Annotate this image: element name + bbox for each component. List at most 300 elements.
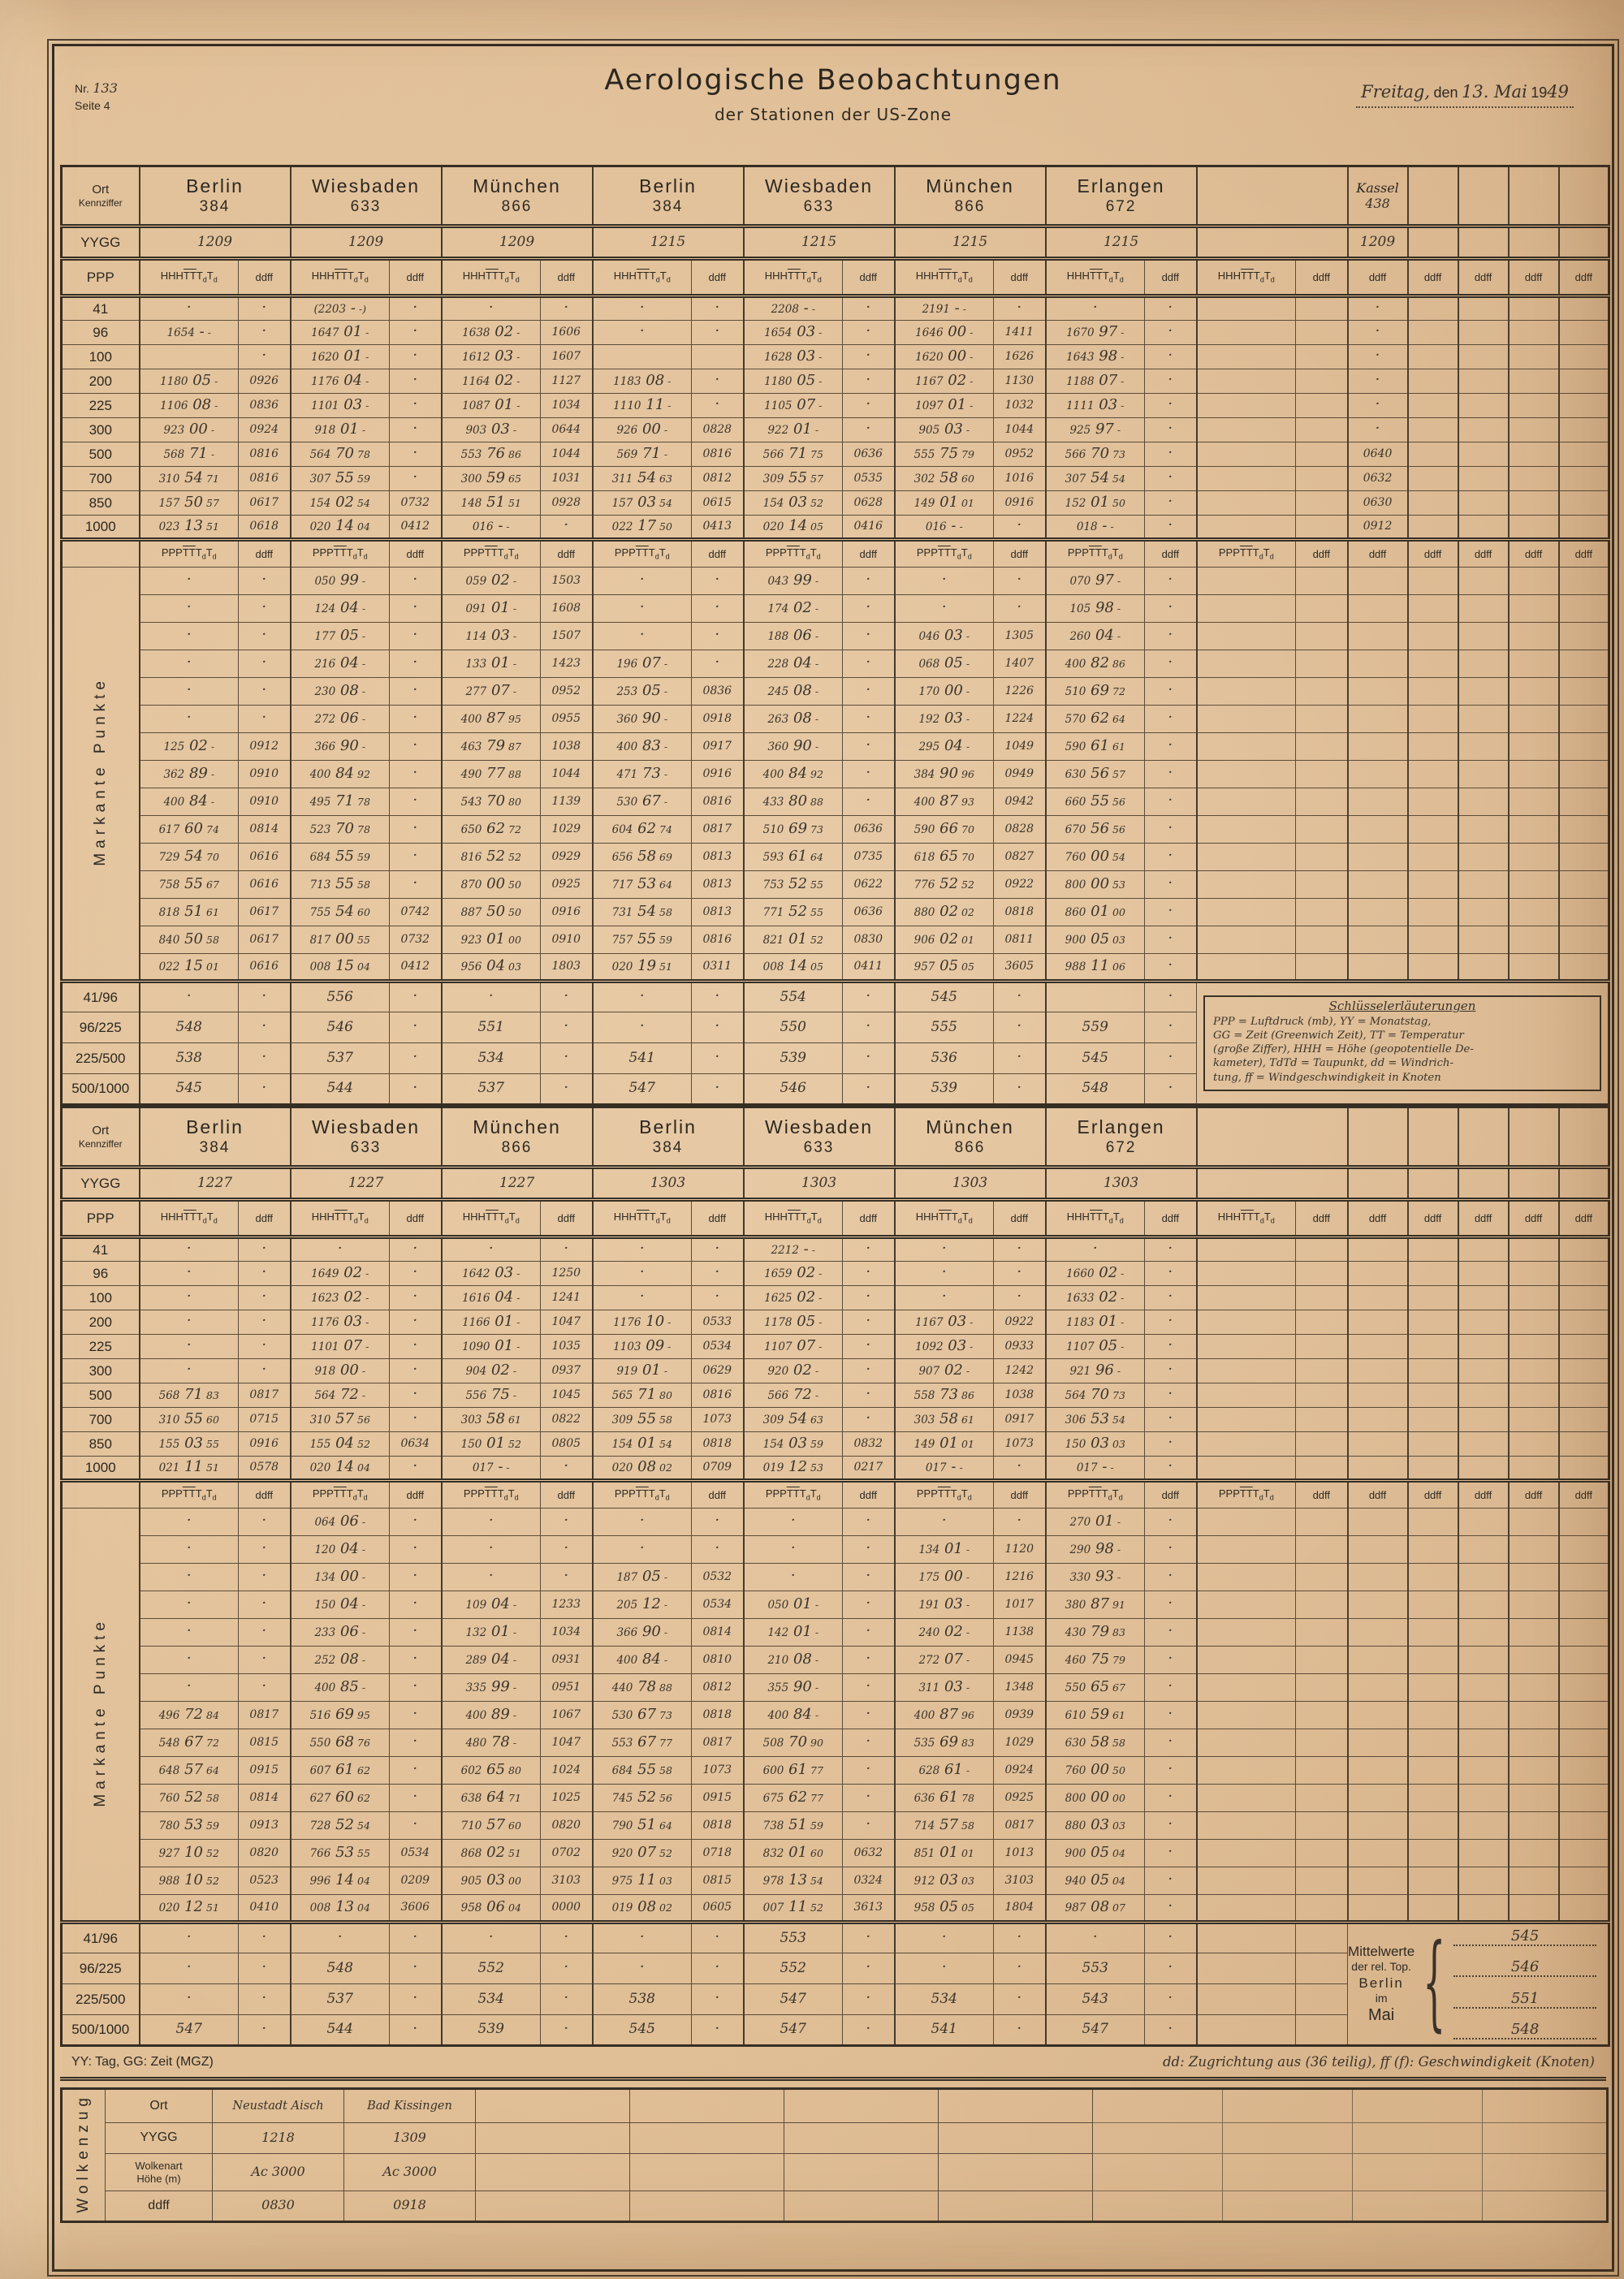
hhh-part: 1107 (1066, 1340, 1095, 1354)
tt-part: 05 (792, 1313, 816, 1331)
hhh-part: 745 (611, 1792, 633, 1806)
markante-row (62, 733, 1609, 761)
hhh-part: 174 (767, 602, 789, 616)
yygg-label: YYGG (62, 227, 140, 259)
cell-value (159, 494, 219, 510)
summary-value-cell (140, 2015, 239, 2046)
cell-value (159, 1872, 219, 1888)
ddff-cell (239, 1432, 291, 1457)
td-part: - (811, 1599, 819, 1612)
tt-part: 02 (1094, 1264, 1118, 1282)
summary-ddff-cell (692, 2015, 744, 2046)
cell-value: 3103 (551, 1874, 581, 1888)
value-cell (442, 1757, 541, 1785)
sub-d: d (504, 1217, 509, 1226)
value-cell (1046, 1757, 1145, 1785)
single-cell (1458, 1729, 1509, 1757)
td-part: - (811, 740, 819, 753)
ddff-cell (1145, 321, 1197, 345)
value-cell (442, 871, 541, 899)
summary-value-cell (895, 2015, 994, 2046)
cell-value (612, 1789, 672, 1805)
dot-mark: · (261, 598, 267, 616)
tt-part: 00 (335, 1568, 359, 1586)
ddff-cell (239, 761, 291, 788)
td-part: 59 (807, 1438, 823, 1451)
ddff-cell (692, 1895, 744, 1923)
single-cell (1559, 871, 1609, 899)
ddff-cell (239, 706, 291, 733)
ddff-cell (390, 345, 442, 369)
wolkenzug-cell (476, 2089, 630, 2123)
dot-mark: · (1168, 1312, 1173, 1330)
hhh-part: 1166 (462, 1316, 490, 1330)
dot-mark: · (186, 598, 192, 616)
cell-value: 1045 (551, 1388, 581, 1402)
summary-label: 500/1000 (62, 2015, 140, 2046)
column-code-header: $PPP\overline{TT}T_dT_d$ (312, 546, 368, 562)
value-cell (1197, 1895, 1296, 1923)
dot-mark: · (1168, 764, 1173, 782)
cell-value (914, 958, 974, 973)
yygg-value: 1227 (348, 1174, 384, 1191)
dot-mark: · (1168, 1650, 1173, 1668)
yygg-value: 1303 (801, 1174, 837, 1191)
hhh-part: 565 (611, 1389, 633, 1403)
tt-part: 51 (179, 903, 204, 921)
td-part: - (962, 1571, 970, 1584)
td-part: 56 (1109, 823, 1125, 836)
hhh-part: 610 (1065, 1709, 1086, 1723)
tt-part: 03 (784, 1435, 808, 1452)
dot-mark: · (866, 1650, 871, 1668)
dot-mark: · (564, 2019, 569, 2037)
tt-part: 02 (330, 494, 355, 511)
ddff-cell (239, 568, 291, 595)
hhh-part: 548 (158, 1737, 180, 1750)
td-part: - (1117, 351, 1125, 364)
cell-value (461, 848, 521, 864)
value-cell (140, 733, 239, 761)
overbar-tt: $\overline{TT}$ (636, 270, 650, 283)
tt-part: 62 (633, 820, 657, 838)
sub-d: d (665, 553, 670, 562)
hhh-part: 400 (163, 796, 185, 809)
cell-value (914, 1872, 974, 1888)
cell-value: 0605 (702, 1901, 732, 1914)
wolkenzug-row (62, 2154, 1608, 2191)
cell-value: 0828 (1004, 822, 1034, 836)
hhh-part: 760 (158, 1792, 180, 1806)
cell-value (612, 958, 672, 973)
dot-mark: · (1375, 371, 1380, 389)
td-part: - (509, 424, 517, 437)
ddff-cell (1145, 442, 1197, 467)
cell-value (310, 446, 370, 461)
tt-part: 98 (1091, 1540, 1114, 1558)
value-cell (442, 1867, 541, 1895)
tt-part: 06 (335, 1623, 359, 1641)
value-cell (1046, 1383, 1145, 1408)
hhh-part: 335 (465, 1681, 487, 1695)
cell-value (764, 1314, 822, 1329)
summary-value-cell (291, 1012, 390, 1043)
sub-d: d (957, 1494, 961, 1503)
note-left: YY: Tag, GG: Zeit (MGZ) (71, 2054, 214, 2069)
overbar-tt: $\overline{TT}$ (1240, 1211, 1254, 1224)
summary-ddff-cell (692, 1074, 744, 1105)
hhh-column-header (1197, 1200, 1296, 1237)
td-part: - (811, 1709, 819, 1722)
value-cell (1046, 623, 1145, 650)
note-right: dd: Zugrichtung aus (36 teilig), ff (f): Geschwindigkeit (Knoten) (1162, 2054, 1595, 2070)
ddff-cell (541, 595, 593, 623)
kennziffer-label: Kennziffer (78, 1137, 123, 1150)
single-cell (1559, 1457, 1609, 1481)
cell-value: 0618 (249, 520, 279, 533)
value-cell (1046, 296, 1145, 321)
td-part: 76 (354, 1737, 370, 1750)
dot-mark: · (866, 1958, 871, 1976)
td-part: 52 (354, 1438, 370, 1451)
single-cell (1348, 871, 1408, 899)
cell-value (311, 348, 369, 364)
tt-part: 03 (339, 1313, 363, 1331)
td-part: 74 (203, 823, 219, 836)
cell-value: 1407 (1004, 657, 1034, 671)
td-part: - (966, 399, 974, 412)
tt-part: 53 (330, 1844, 355, 1862)
tt-part: 05 (1094, 1337, 1118, 1355)
cell-value: 0939 (1004, 1708, 1034, 1722)
dot-mark: · (412, 1815, 418, 1833)
dot-mark: · (186, 299, 192, 317)
value-cell (140, 1457, 239, 1481)
ddff-column-header: ddff (239, 540, 291, 568)
hhh-part: 018 (1076, 520, 1098, 534)
pressure-row (62, 345, 1609, 369)
single-cell (1458, 1785, 1509, 1812)
value-cell (1046, 321, 1145, 345)
value-cell (895, 1383, 994, 1408)
column-code-header: $PPP\overline{TT}T_dT_d$ (765, 1487, 821, 1503)
cell-value: 0924 (249, 423, 279, 437)
overbar-tt: $\overline{TT}$ (334, 1211, 348, 1224)
ddff-cell (541, 1408, 593, 1432)
markante-row (62, 1895, 1609, 1923)
dot-mark: · (715, 2019, 720, 2037)
cell-value (461, 1411, 521, 1427)
dot-mark: · (412, 1650, 418, 1668)
pressure-row (62, 1408, 1609, 1432)
value-cell (593, 467, 692, 491)
cell-value (163, 421, 214, 437)
ppp-column-header (895, 1481, 994, 1509)
ddff-cell (692, 1702, 744, 1729)
dot-mark: · (866, 987, 871, 1005)
td-part: - (1117, 326, 1125, 339)
dot-mark: · (715, 1240, 720, 1258)
ddff-cell (692, 1286, 744, 1310)
ddff-cell (1296, 1647, 1348, 1674)
ddff-cell (390, 296, 442, 321)
dot-mark: · (186, 1312, 192, 1330)
single-cell (1458, 1335, 1509, 1359)
ddff-cell (994, 1647, 1046, 1674)
tt-part: 80 (784, 792, 808, 810)
summary-value-cell (593, 1074, 692, 1105)
overbar-tt: $\overline{TT}$ (787, 1211, 801, 1224)
td-part: 54 (656, 1438, 672, 1451)
tt-part: 60 (330, 1789, 355, 1806)
td-part: - (815, 375, 823, 388)
value-cell (140, 650, 239, 678)
ddff-cell (239, 1509, 291, 1536)
station-id: 866 (954, 1139, 986, 1157)
station-id: 866 (501, 198, 533, 216)
td-part: - (513, 326, 520, 339)
dot-mark: · (1168, 709, 1173, 727)
td-part: 71 (505, 1792, 521, 1805)
cell-value (461, 821, 521, 836)
cell-value (461, 738, 521, 753)
value-cell (140, 1432, 239, 1457)
ddff-column-header: ddff (1559, 259, 1609, 296)
cell-value: 0617 (249, 905, 279, 919)
dot-mark: · (866, 1017, 871, 1035)
value-cell (895, 816, 994, 844)
single-cell (1559, 1237, 1609, 1262)
cell-value (767, 421, 818, 437)
value-cell (1046, 568, 1145, 595)
ppp-label: PPP (62, 259, 140, 296)
hhh-part: 105 (1069, 602, 1091, 616)
ddff-cell (541, 1432, 593, 1457)
dot-mark: · (1017, 571, 1022, 589)
tt-part: 08 (641, 372, 665, 390)
wolkenzug-value: Ac 3000 (382, 2163, 437, 2179)
tt-part: 99 (788, 572, 812, 589)
single-cell (1509, 1536, 1559, 1564)
hhh-part: 566 (1065, 448, 1086, 462)
markante-row (62, 1619, 1609, 1647)
ddff-cell (1296, 1702, 1348, 1729)
single-cell (1559, 1619, 1609, 1647)
single-cell (1559, 418, 1609, 442)
station-id: 384 (652, 1139, 684, 1157)
pressure-level-label: 700 (62, 467, 140, 491)
pressure-level-label: 100 (62, 1286, 140, 1310)
sub-d: d (817, 1217, 822, 1226)
ddff-cell (843, 1785, 895, 1812)
cell-value (763, 518, 823, 533)
value-cell (442, 1647, 541, 1674)
ddff-cell (1145, 706, 1197, 733)
dot-mark: · (715, 299, 720, 317)
mittelwerte-values (1453, 1929, 1596, 2039)
ddff-cell (1296, 1509, 1348, 1536)
hhh-part: 776 (914, 878, 935, 892)
value-cell (895, 650, 994, 678)
value-cell (1197, 678, 1296, 706)
value-cell (1197, 1237, 1296, 1262)
hhh-part: 362 (163, 768, 185, 782)
hhh-part: 400 (767, 1709, 789, 1723)
cell-value: 550 (780, 1018, 806, 1035)
cell-value: 0523 (249, 1874, 279, 1888)
cell-value: 1035 (551, 1340, 581, 1353)
summary-value-cell (291, 1923, 390, 1953)
value-cell (291, 1310, 390, 1335)
dot-mark: · (261, 1512, 267, 1530)
td-part: - (956, 520, 963, 533)
station-header-single (1408, 166, 1458, 227)
cell-value: 0913 (249, 1819, 279, 1832)
cell-value: 0636 (853, 447, 883, 461)
ddff-cell (239, 954, 291, 982)
ddff-cell (692, 442, 744, 467)
value-cell (744, 394, 843, 418)
value-cell (895, 345, 994, 369)
tt-part: 98 (1094, 347, 1118, 365)
value-cell (442, 296, 541, 321)
cell-value (473, 1459, 510, 1474)
cell-value (159, 1762, 219, 1777)
td-part: 03 (656, 1875, 672, 1888)
td-part: - (509, 1389, 517, 1402)
wolkenzug-table (60, 2087, 1609, 2223)
value-cell (442, 394, 541, 418)
ddff-cell (1296, 1408, 1348, 1432)
td-part: 60 (958, 473, 974, 486)
overbar-tt: $\overline{TT}$ (485, 270, 499, 283)
column-code-header: $PPP\overline{TT}T_dT_d$ (614, 546, 670, 562)
cell-value: 0915 (702, 1791, 732, 1805)
summary-value-cell (744, 1012, 843, 1043)
cell-value (1065, 470, 1125, 486)
td-part: - (1117, 1292, 1125, 1305)
cell-value: 0910 (551, 933, 581, 947)
single-cell (1559, 1840, 1609, 1867)
cell-value: 545 (628, 2021, 655, 2038)
td-part: - (204, 326, 211, 339)
hhh-part: 920 (611, 1847, 633, 1861)
ppp-column-header (291, 1481, 390, 1509)
td-part: - (513, 1316, 520, 1329)
summary-value-cell (442, 1953, 541, 1984)
value-cell (140, 1359, 239, 1383)
cell-value: 0812 (702, 472, 732, 486)
summary-value-cell (442, 1984, 541, 2015)
ddff-cell (692, 1564, 744, 1591)
overbar-tt: $\overline{TT}$ (183, 1211, 197, 1224)
hhh-part: 155 (309, 1438, 331, 1452)
cell-value: 0820 (249, 1846, 279, 1860)
ddff-cell (1145, 1310, 1197, 1335)
dot-mark: · (1168, 1288, 1173, 1306)
hhh-part: 306 (1065, 1414, 1086, 1427)
single-cell (1408, 899, 1458, 926)
column-code-header: $HHH\overline{TT}T_dT_d$ (613, 270, 671, 285)
cell-value (465, 421, 516, 437)
hhh-part: 490 (460, 768, 482, 782)
ddff-cell (541, 394, 593, 418)
ddff-cell (390, 1457, 442, 1481)
hhh-part: 109 (465, 1599, 487, 1612)
cell-value (918, 1762, 970, 1777)
station-name: Erlangen (1077, 175, 1165, 196)
value-cell (895, 595, 994, 623)
tt-part: 50 (179, 930, 204, 948)
hhh-part: 124 (314, 602, 336, 616)
td-part: 73 (656, 1709, 672, 1722)
value-cell (593, 1564, 692, 1591)
station-name: Erlangen (1077, 1116, 1165, 1137)
value-cell (744, 1509, 843, 1536)
cell-value (1065, 1845, 1125, 1860)
dot-mark: · (412, 1288, 418, 1306)
tt-part: 90 (637, 1623, 661, 1641)
single-cell (1408, 1591, 1458, 1619)
summary-ddff-cell (541, 1984, 593, 2015)
station-id: 866 (954, 198, 986, 216)
ddff-cell (843, 321, 895, 345)
cell-value: 1216 (1004, 1570, 1034, 1584)
cell-value (1065, 848, 1125, 864)
date-year-printed: 19 (1531, 84, 1548, 101)
cell-value (612, 1817, 672, 1832)
tt-part: 55 (330, 848, 355, 865)
summary-value-cell (1046, 1012, 1145, 1043)
tt-part: 03 (939, 1595, 963, 1613)
single-cell (1458, 1591, 1509, 1619)
column-code-header: $HHH\overline{TT}T_dT_d$ (613, 1211, 671, 1226)
tt-part: 01 (1094, 1313, 1118, 1331)
td-part: 64 (807, 851, 823, 864)
dot-mark: · (1168, 1567, 1173, 1585)
single-cell (1348, 844, 1408, 871)
mittelwerte-label (1348, 1943, 1415, 2026)
cell-value (616, 738, 667, 753)
dot-mark: · (866, 371, 871, 389)
hhh-column-header (140, 1200, 239, 1237)
tt-part: 07 (939, 1651, 963, 1668)
td-part: 04 (354, 520, 370, 533)
single-cell (1408, 1702, 1458, 1729)
cell-value: 553 (780, 1929, 806, 1946)
ddff-cell (1296, 345, 1348, 369)
ppp-column-header (1197, 1481, 1296, 1509)
dot-mark: · (941, 1288, 947, 1306)
ddff-column-header: ddff (1458, 1481, 1509, 1509)
td-part: - (811, 575, 819, 588)
single-cell (1509, 1591, 1559, 1619)
wolkenzug-cell (630, 2191, 784, 2222)
hhh-part: 1167 (915, 375, 944, 389)
td-part: - (811, 1389, 819, 1402)
column-code-header: $PPP\overline{TT}T_dT_d$ (161, 1487, 217, 1503)
dot-mark: · (866, 709, 871, 727)
value-cell (291, 345, 390, 369)
cell-value (159, 470, 219, 486)
cell-value (159, 1845, 219, 1860)
sub-d: d (515, 1217, 520, 1226)
ddff-cell (541, 1840, 593, 1867)
cell-value (461, 446, 521, 461)
value-cell (744, 1757, 843, 1785)
ddff-cell (239, 844, 291, 871)
hhh-column-header (1046, 1200, 1145, 1237)
